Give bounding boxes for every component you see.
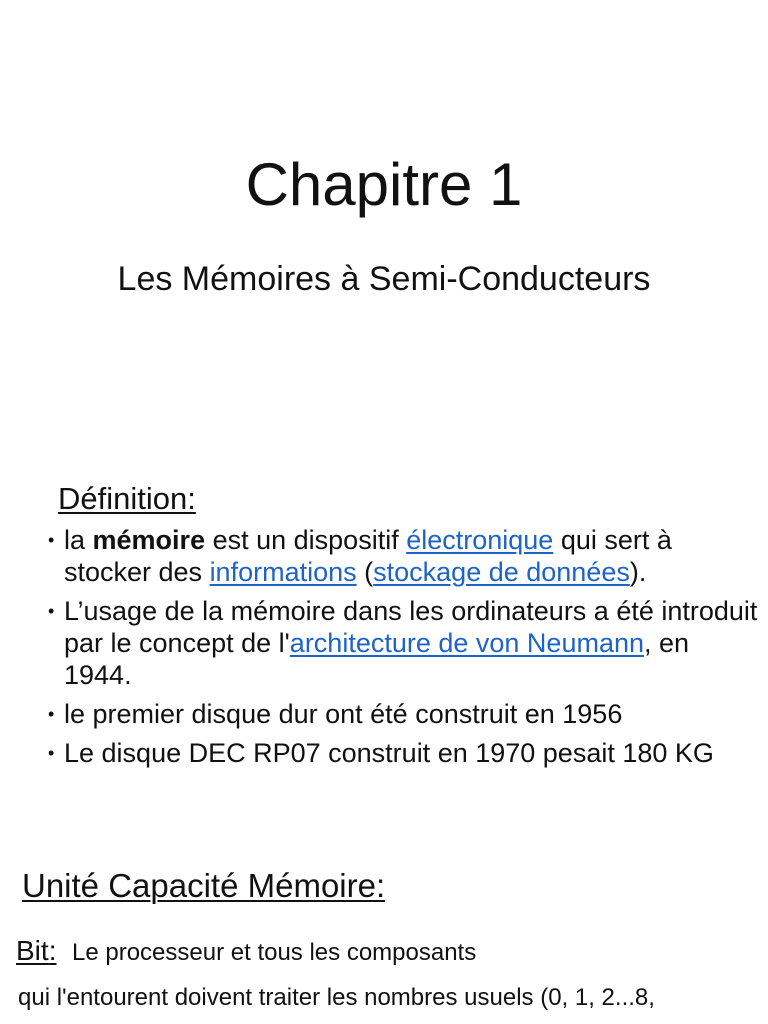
link-architecture-von-neumann[interactable]: architecture de von Neumann xyxy=(289,628,645,658)
bullet-text: est un dispositif xyxy=(205,525,407,555)
definition-bullet-list xyxy=(48,524,760,776)
link-informations[interactable]: informations xyxy=(209,557,357,587)
bit-label xyxy=(16,934,56,968)
bit-colon: : xyxy=(48,935,57,966)
bullet-text: L’usage de la mémoire dans les ordinateurs a été introduit par le concept de l' xyxy=(64,596,758,658)
link-stockage-de-donnees[interactable]: stockage de données xyxy=(373,557,630,587)
bullet-text: , en 1944. xyxy=(64,628,690,690)
definition-heading: Définition: xyxy=(58,481,196,516)
bullet-text: qui sert à stocker des xyxy=(64,525,672,587)
bullet-text: ( xyxy=(356,557,374,587)
bullet-von-neumann xyxy=(48,595,760,691)
bit-description-continuation: qui l'entourent doivent traiter les nombres usuels (0, 1, 2...8, xyxy=(18,984,655,1011)
bullet-dot: • xyxy=(48,530,55,550)
unit-capacity-heading: Unité Capacité Mémoire: xyxy=(22,867,386,904)
bullet-first-hard-disk xyxy=(48,698,760,730)
bullet-text: la xyxy=(64,525,93,555)
bullet-dot: • xyxy=(48,601,55,621)
bullet-text: le premier disque dur ont été construit en 1956 xyxy=(64,699,623,729)
bit-term: Bit xyxy=(16,935,49,966)
bullet-text: Le disque DEC RP07 construit en 1970 pesait 180 KG xyxy=(64,738,714,768)
bullet-dec-rp07 xyxy=(48,737,760,769)
link-electronique[interactable]: électronique xyxy=(406,525,554,555)
bold-term-memoire: mémoire xyxy=(92,525,206,555)
chapter-title: Chapitre 1 xyxy=(245,151,523,218)
bullet-dot: • xyxy=(48,704,55,724)
bit-description: Le processeur et tous les composants xyxy=(72,939,477,966)
bullet-text: ). xyxy=(629,557,647,587)
chapter-subtitle: Les Mémoires à Semi-Conducteurs xyxy=(117,260,651,298)
bullet-memory-definition xyxy=(48,524,760,588)
bullet-dot: • xyxy=(48,743,55,763)
